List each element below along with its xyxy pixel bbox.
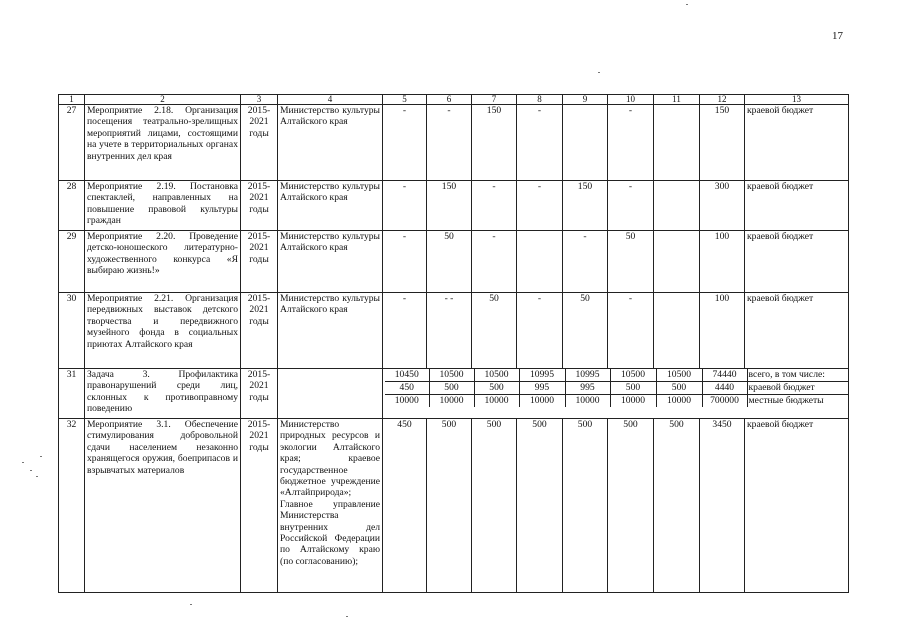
event-name: Мероприятие 2.19. Постановка спектаклей, направленных на повышение правовой культуры граждан [85,181,241,231]
value-cell: 10500 [474,369,519,382]
value-cell: - [563,231,608,293]
funding-breakdown [383,369,849,419]
total-cell: 300 [700,181,745,231]
event-years: 2015-2021 годы [241,231,278,293]
value-cell: - [472,181,517,231]
value-cell: 500 [610,382,656,395]
event-years: 2015-2021 годы [241,181,278,231]
event-name: Мероприятие 2.20. Проведение детско-юношеского литературно-художественного конкурса «Я выбираю жизнь!» [85,231,241,293]
total-cell: 4440 [702,382,747,395]
value-cell: 450 [383,419,427,593]
responsible-org: Министерство культуры Алтайского края [278,105,383,181]
value-cell: 500 [474,382,519,395]
table-row [59,293,849,369]
scan-speck [22,462,24,463]
scan-speck [40,456,42,457]
value-cell [563,105,608,181]
row-number: 32 [59,419,85,593]
total-cell: 3450 [700,419,745,593]
table-row [59,419,849,593]
column-header: 5 [383,95,427,105]
value-cell: 150 [472,105,517,181]
program-table [58,94,849,593]
responsible-org: Министерство культуры Алтайского края [278,181,383,231]
event-name: Мероприятие 2.18. Организация посещения театрально-зрелищных мероприятий лицами, состоящими на учете в территориальных органах внутренних дел края [85,105,241,181]
value-cell: 500 [427,419,472,593]
value-cell [654,293,700,369]
column-header: 3 [241,95,278,105]
value-cell: - [517,293,563,369]
value-cell: - [427,105,472,181]
value-cell [654,231,700,293]
value-cell [517,231,563,293]
funding-subrow [385,395,849,408]
value-cell: 10500 [610,369,656,382]
value-cell: 50 [563,293,608,369]
funding-source: краевой бюджет [745,231,849,293]
value-cell: - [472,231,517,293]
table-row [59,181,849,231]
value-cell: - [383,293,427,369]
row-number: 30 [59,293,85,369]
value-cell: 10000 [565,395,610,408]
column-header: 2 [85,95,241,105]
responsible-org: Министерство культуры Алтайского края [278,231,383,293]
value-cell: - [608,181,654,231]
value-cell: 500 [563,419,608,593]
column-header: 13 [745,95,849,105]
funding-source: краевой бюджет [747,382,849,395]
row-number: 27 [59,105,85,181]
funding-subtable [385,369,849,407]
value-cell: - [383,105,427,181]
value-cell: 995 [519,382,565,395]
value-cell: 50 [472,293,517,369]
value-cell: 500 [656,382,702,395]
row-number: 28 [59,181,85,231]
column-header: 1 [59,95,85,105]
total-cell: 150 [700,105,745,181]
column-header: 11 [654,95,700,105]
column-header: 7 [472,95,517,105]
column-header: 12 [700,95,745,105]
responsible-org [278,369,383,419]
scan-speck [190,604,192,605]
responsible-org: Министерство природных ресурсов и экологии Алтайского края; краевое государственное бюджетное учреждение «Алтайприрода»; Главное управление Министерства внутренних дел Российской Федерации по Алтайскому краю (по согласованию); [278,419,383,593]
value-cell: 10995 [519,369,565,382]
event-years: 2015-2021 годы [241,369,278,419]
funding-source: всего, в том числе: [747,369,849,382]
value-cell: 10000 [429,395,474,408]
value-cell: - [383,231,427,293]
value-cell: - - [427,293,472,369]
value-cell: - [517,181,563,231]
column-header: 6 [427,95,472,105]
value-cell: 500 [472,419,517,593]
value-cell: 150 [563,181,608,231]
value-cell [654,181,700,231]
event-name: Мероприятие 3.1. Обеспечение стимулирования добровольной сдачи населением незаконно хранящегося оружия, боеприпасов и взрывчатых материалов [85,419,241,593]
event-years: 2015-2021 годы [241,419,278,593]
value-cell [654,105,700,181]
row-number: 31 [59,369,85,419]
funding-subrow [385,369,849,382]
value-cell: - [383,181,427,231]
responsible-org: Министерство культуры Алтайского края [278,293,383,369]
table-row [59,105,849,181]
column-header: 9 [563,95,608,105]
value-cell: 500 [608,419,654,593]
value-cell: 150 [427,181,472,231]
value-cell: 500 [654,419,700,593]
scan-speck [30,470,32,471]
funding-source: краевой бюджет [745,293,849,369]
total-cell: 700000 [702,395,747,408]
funding-source: краевой бюджет [745,419,849,593]
value-cell: 10000 [519,395,565,408]
header-row [59,95,849,105]
value-cell: 10450 [385,369,429,382]
scan-speck [598,72,600,73]
scan-speck [686,4,688,5]
funding-source: местные бюджеты [748,395,824,406]
scan-speck [36,476,38,477]
task-name: Задача 3. Профилактика правонарушений среди лиц, склонных к противоправному поведению [85,369,241,419]
table-row [59,231,849,293]
value-cell: 50 [608,231,654,293]
total-cell: 74440 [702,369,747,382]
value-cell: - [608,293,654,369]
column-header: 10 [608,95,654,105]
value-cell: 450 [385,382,429,395]
value-cell: - [517,105,563,181]
value-cell: 10500 [656,369,702,382]
funding-source: краевой бюджет [745,181,849,231]
event-years: 2015-2021 годы [241,105,278,181]
value-cell: 10995 [565,369,610,382]
value-cell: 10000 [385,395,429,408]
table-row [59,369,849,419]
total-cell: 100 [700,231,745,293]
row-number: 29 [59,231,85,293]
value-cell: - [608,105,654,181]
column-header: 4 [278,95,383,105]
value-cell: 10000 [474,395,519,408]
value-cell: 500 [429,382,474,395]
value-cell: 10500 [429,369,474,382]
funding-source: краевой бюджет [745,105,849,181]
total-cell: 100 [700,293,745,369]
page-number: 17 [832,30,843,42]
value-cell: 10000 [610,395,656,408]
funding-subrow [385,382,849,395]
value-cell: 500 [517,419,563,593]
column-header: 8 [517,95,563,105]
value-cell: 50 [427,231,472,293]
scan-speck [346,616,348,617]
event-name: Мероприятие 2.21. Организация передвижных выставок детского творчества и передвижного музейного фонда в социальных приютах Алтайского края [85,293,241,369]
event-years: 2015-2021 годы [241,293,278,369]
value-cell: 995 [565,382,610,395]
value-cell: 10000 [656,395,702,408]
